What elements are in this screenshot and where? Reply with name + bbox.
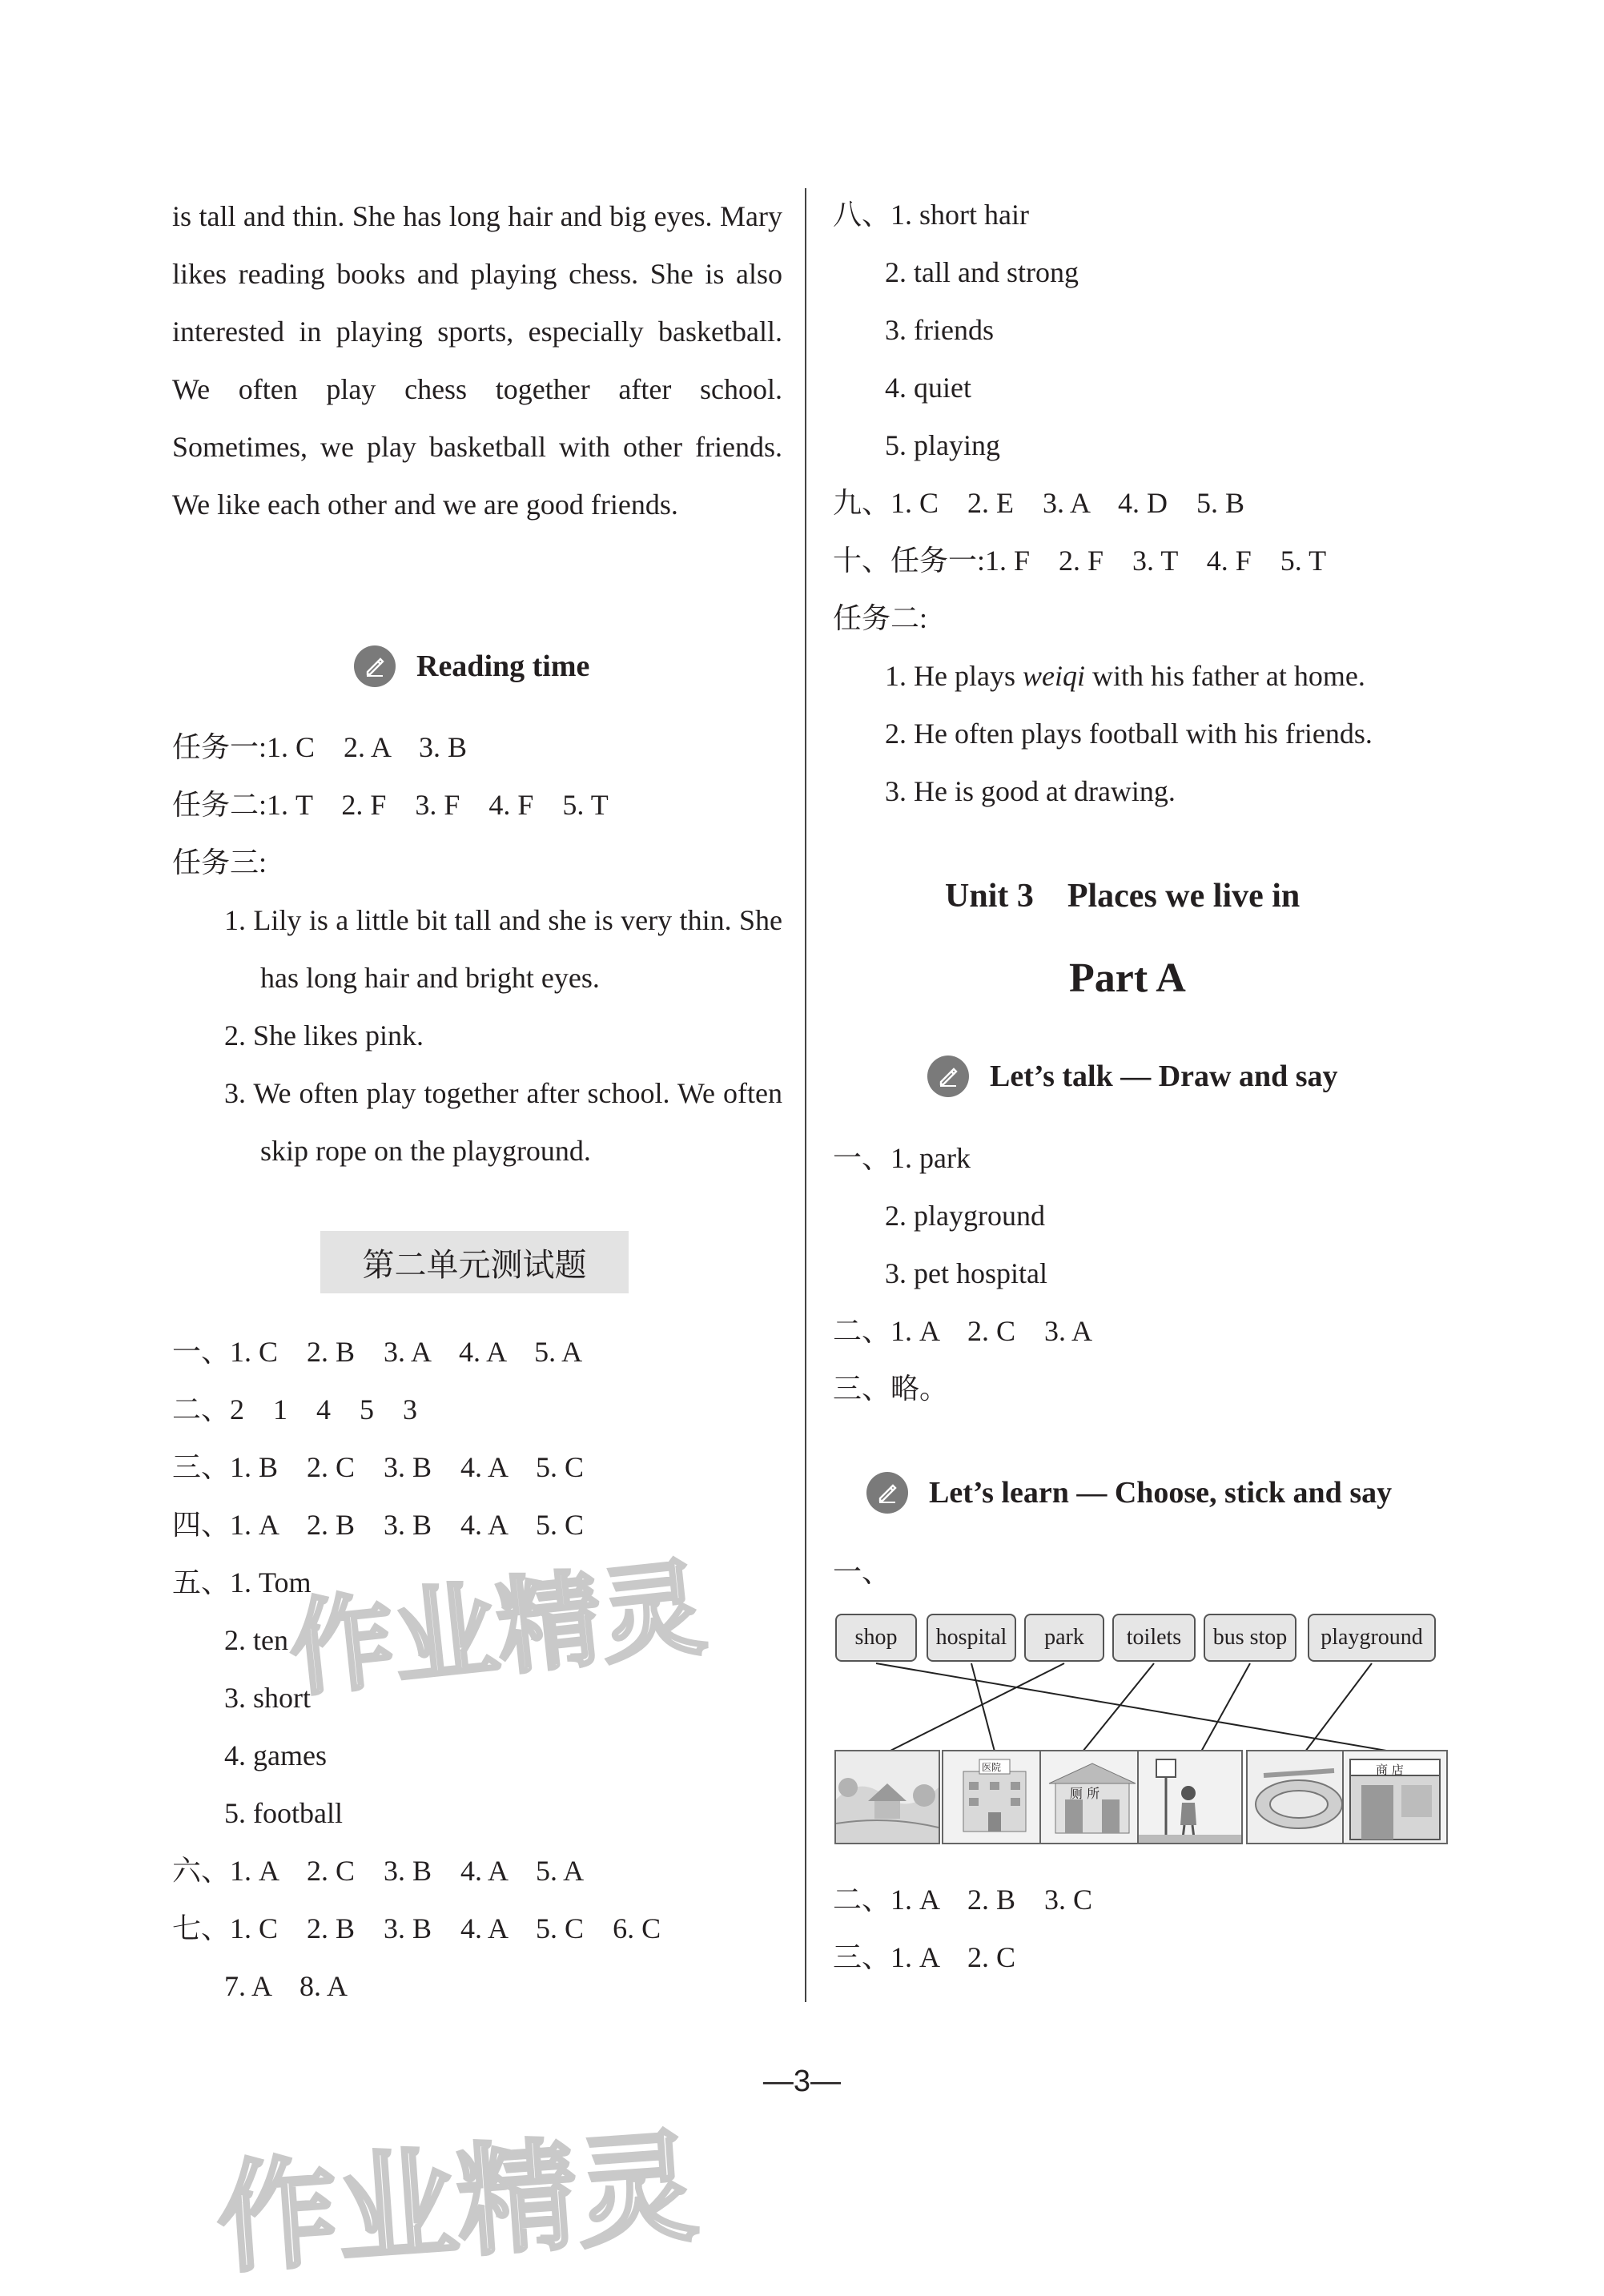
task2-item-3: 3. He is good at drawing.: [885, 775, 1176, 807]
section8-5: 5. playing: [885, 429, 1000, 461]
task3-item-2: 2. She likes pink.: [224, 1019, 424, 1051]
answer-5: 五、1. Tom: [172, 1566, 312, 1598]
picture-park: [834, 1750, 940, 1844]
page-number: —3—: [762, 2065, 842, 2098]
learn-answer-3: 三、1. A 2. C: [833, 1941, 1016, 1973]
task3-item-3: 3. We often play together after school. We often skip rope on the playground.: [224, 1077, 782, 1167]
answer-2: 二、2 1 4 5 3: [172, 1393, 418, 1425]
task3-item-1: 1. Lily is a little bit tall and she is very thin. She has long hair and bright eyes.: [224, 904, 782, 994]
match-line-park: [889, 1663, 1064, 1751]
word-tag-park: park: [1024, 1614, 1104, 1662]
picture-toilets: [1039, 1750, 1145, 1844]
section8-3: 3. friends: [885, 314, 994, 346]
answer-5-4: 4. games: [224, 1739, 327, 1771]
answer-7: 七、1. C 2. B 3. B 4. A 5. C 6. C: [172, 1912, 661, 1944]
talk-answer-1: 一、1. park: [833, 1142, 971, 1174]
toilets-sign: 厕 所: [1070, 1786, 1100, 1801]
answer-3: 三、1. B 2. C 3. B 4. A 5. C: [172, 1451, 585, 1483]
reading-time-label: Reading time: [416, 649, 590, 683]
watermark-bottom: 作业精灵: [212, 2117, 702, 2290]
reading-task3-label: 任务三:: [172, 846, 267, 879]
shop-sign: 商 店: [1376, 1763, 1404, 1777]
section9: 九、1. C 2. E 3. A 4. D 5. B: [833, 487, 1245, 519]
task2-item-1-italic: weiqi: [1022, 660, 1085, 692]
talk-answer-4: 二、1. A 2. C 3. A: [833, 1315, 1093, 1347]
task2-item-1-before: 1. He plays: [885, 660, 1023, 692]
task2-item-2: 2. He often plays football with his friends.: [885, 718, 1373, 750]
answer-5-5: 5. football: [224, 1797, 343, 1829]
word-tag-playground: playground: [1308, 1614, 1436, 1662]
reading-task1: 任务一:1. C 2. A 3. B: [172, 731, 468, 763]
reading-task2: 任务二:1. T 2. F 3. F 4. F 5. T: [172, 789, 609, 821]
watermark-middle: 作业精灵: [283, 1546, 711, 1711]
section8-2: 2. tall and strong: [885, 256, 1079, 288]
answer-1: 一、1. C 2. B 3. A 4. A 5. A: [172, 1336, 583, 1368]
section8-4: 4. quiet: [885, 372, 971, 404]
answer-5-3: 3. short: [224, 1682, 311, 1714]
learn-heading-label: Let’s learn — Choose, stick and say: [929, 1476, 1393, 1510]
talk-answer-2: 2. playground: [885, 1200, 1045, 1232]
match-line-shop: [876, 1663, 1391, 1751]
talk-answer-5: 三、略。: [833, 1373, 949, 1405]
learn-answer-2: 二、1. A 2. B 3. C: [833, 1884, 1093, 1916]
intro-paragraph: is tall and thin. She has long hair and big eyes. Mary likes reading books and playing chess. She is also interested in playing sports, especially basketball. We often play chess together after school. Sometimes, we play basketball with other friends. We like each other and we are good friends.: [172, 200, 782, 521]
answer-4: 四、1. A 2. B 3. B 4. A 5. C: [172, 1509, 585, 1541]
talk-heading-label: Let’s talk — Draw and say: [990, 1060, 1338, 1093]
task2-item-1-after: with his father at home.: [1084, 660, 1365, 692]
section10: 十、任务一:1. F 2. F 3. T 4. F 5. T: [833, 545, 1327, 577]
picture-hospital: [942, 1750, 1047, 1844]
answer-7-2: 7. A 8. A: [224, 1970, 348, 2002]
hospital-sign: 医院: [982, 1762, 1002, 1773]
match-line-bus-stop: [1201, 1663, 1250, 1751]
picture-playground: [1246, 1750, 1352, 1844]
match-line-toilets: [1083, 1663, 1154, 1751]
unit-title: Unit 3 Places we live in: [945, 878, 1300, 915]
answer-6: 六、1. A 2. C 3. B 4. A 5. A: [172, 1855, 585, 1887]
task2-label: 任务二:: [833, 602, 928, 634]
answer-5-2: 2. ten: [224, 1624, 288, 1656]
part-title: Part A: [1069, 955, 1186, 1001]
match-line-playground: [1305, 1663, 1372, 1751]
word-tag-toilets: toilets: [1112, 1614, 1196, 1662]
talk-answer-3: 3. pet hospital: [885, 1257, 1047, 1289]
section8-1: 八、1. short hair: [833, 199, 1029, 231]
word-tag-hospital: hospital: [927, 1614, 1016, 1662]
picture-shop: [1342, 1750, 1448, 1844]
picture-bus-stop: [1137, 1750, 1243, 1844]
learn-section1-label: 一、: [833, 1556, 891, 1588]
word-tag-bus-stop: bus stop: [1204, 1614, 1296, 1662]
unit-test-banner: 第二单元测试题: [320, 1231, 629, 1293]
word-tag-shop: shop: [835, 1614, 917, 1662]
